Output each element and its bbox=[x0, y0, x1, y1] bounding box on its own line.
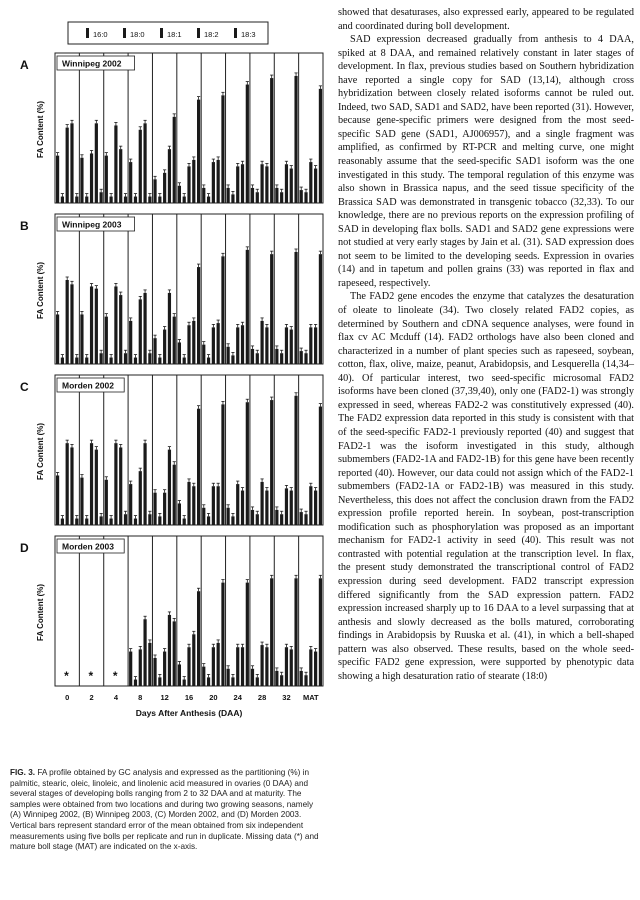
bar bbox=[314, 169, 317, 203]
bar bbox=[221, 256, 224, 364]
missing-data-mark: * bbox=[88, 669, 94, 683]
bar bbox=[221, 95, 224, 203]
bar bbox=[260, 482, 263, 525]
bar bbox=[314, 652, 317, 686]
bar bbox=[85, 197, 88, 203]
bar bbox=[56, 475, 59, 525]
bar bbox=[304, 353, 307, 364]
bar bbox=[241, 491, 244, 525]
bar bbox=[114, 125, 117, 203]
paragraph-sad-expression: SAD expression decreased gradually from anthesis to 4 DAA, spiked at 8 DAA, and remained relatively constant in later stages of development. In flax, previous studies based on Southern hybridization have reported a single copy for SAD (13,14), although cross hybridization between closely related isoforms cannot be ruled out. Indeed, two SAD, SAD1 and SAD2, have been reported (31). However, because gene-specific primers were designed from the most seed-specific SAD gene (SAD1, AJ006957), and a single fragment was amplified, as confirmed by RT-PCR and melting curve, one might reasonably assume that the seed-specific SAD1 isoform was the one investigated in this study. The temporal regulation of this enzyme was also shown in Brassica napus, and the seed tissue specificity of the Brassica SAD was demonstrated in transgenic tobacco (32,33). To our knowledge, there are no previous reports on the expression profiling of SAD in developing flax bolls. SAD1 and SAD2 gene expressions were not studied at very early stages by Jain et al. (31). SAD expression does not seem to be limited to the developing seeds. Expression in ovaries (14) and in tapetum and pollen grains (33) was reported in flax and rapeseed, respectively. bbox=[338, 34, 634, 289]
bar bbox=[129, 484, 132, 525]
bar bbox=[270, 78, 273, 203]
panel-d bbox=[20, 536, 323, 686]
legend-swatch-2 bbox=[160, 28, 163, 38]
bar bbox=[129, 162, 132, 203]
bar bbox=[95, 289, 98, 364]
bar bbox=[105, 156, 108, 203]
x-tick-label: 0 bbox=[65, 693, 70, 702]
bar bbox=[66, 443, 69, 525]
panel-label: Morden 2003 bbox=[62, 541, 114, 552]
fa-profile-chart bbox=[10, 8, 326, 766]
bar bbox=[158, 197, 161, 203]
x-tick-label: 24 bbox=[233, 693, 242, 702]
bar bbox=[124, 197, 127, 203]
legend-swatch-3 bbox=[197, 28, 200, 38]
bar bbox=[158, 677, 161, 686]
bar bbox=[148, 197, 151, 203]
bar bbox=[153, 493, 156, 525]
bar bbox=[290, 491, 293, 525]
bar bbox=[304, 514, 307, 525]
legend-swatch-0 bbox=[86, 28, 89, 38]
bar bbox=[148, 353, 151, 364]
bar bbox=[251, 188, 254, 203]
x-tick-label: 28 bbox=[257, 693, 267, 702]
bar bbox=[143, 293, 146, 364]
bar bbox=[265, 166, 268, 203]
bar bbox=[202, 345, 205, 364]
bar bbox=[148, 643, 151, 686]
bar bbox=[163, 493, 166, 525]
panel-letter: D bbox=[20, 541, 29, 555]
bar bbox=[134, 358, 137, 364]
bar bbox=[197, 409, 200, 525]
bar bbox=[294, 252, 297, 364]
bar bbox=[212, 647, 215, 686]
bar bbox=[300, 671, 303, 686]
bar bbox=[309, 486, 312, 525]
bar bbox=[134, 197, 137, 203]
bar bbox=[294, 396, 297, 525]
bar bbox=[61, 519, 64, 525]
bar bbox=[309, 649, 312, 686]
bar bbox=[285, 647, 288, 686]
bar bbox=[319, 254, 322, 364]
bar bbox=[197, 267, 200, 364]
bar bbox=[119, 295, 122, 364]
bar bbox=[178, 342, 181, 364]
bar bbox=[110, 358, 113, 364]
y-axis-label: FA Content (%) bbox=[36, 261, 45, 319]
bar bbox=[300, 190, 303, 203]
bar bbox=[75, 197, 78, 203]
bar bbox=[212, 486, 215, 525]
figure-caption bbox=[10, 768, 324, 853]
x-tick-label: MAT bbox=[302, 693, 319, 702]
bar bbox=[290, 169, 293, 203]
bar bbox=[300, 351, 303, 364]
bar bbox=[260, 645, 263, 686]
bar bbox=[241, 647, 244, 686]
bar bbox=[187, 482, 190, 525]
bar bbox=[309, 327, 312, 364]
panel-letter: C bbox=[20, 380, 29, 394]
bar bbox=[143, 123, 146, 203]
bar bbox=[153, 658, 156, 686]
bar bbox=[90, 443, 93, 525]
panel-c bbox=[20, 375, 323, 525]
bar bbox=[256, 353, 259, 364]
bar bbox=[300, 512, 303, 525]
panel-label: Winnipeg 2002 bbox=[62, 58, 122, 69]
bar bbox=[168, 615, 171, 686]
x-tick-label: 8 bbox=[138, 693, 143, 702]
bar bbox=[265, 327, 268, 364]
bar bbox=[168, 450, 171, 525]
bar bbox=[173, 117, 176, 203]
y-axis-label: FA Content (%) bbox=[36, 583, 45, 641]
bar bbox=[294, 76, 297, 203]
bar bbox=[153, 179, 156, 203]
bar bbox=[236, 484, 239, 525]
bar bbox=[270, 400, 273, 525]
bar bbox=[275, 349, 278, 364]
bar bbox=[70, 447, 73, 525]
bar bbox=[163, 330, 166, 364]
bar bbox=[260, 164, 263, 203]
bar bbox=[227, 347, 230, 364]
bar bbox=[280, 675, 283, 686]
bar bbox=[217, 323, 220, 364]
bar bbox=[158, 516, 161, 525]
bar bbox=[256, 677, 259, 686]
caption-text: FA profile obtained by GC analysis and expressed as the partitioning (%) in palmitic, stearic, oleic, linoleic, and linolenic acid measured in ovaries (0 DAA) and several stages of developing bolls ranging from 2 to 32 DAA and at maturity. The samples were obtained from two locations and during two growing seasons, namely (A) Winnipeg 2002, (B) Winnipeg 2003, (C) Morden 2002, and (D) Morden 2003. Vertical bars represent standard error of the mean obtained from six independent measurements using five bolls per replicate and run in duplicate. Missing data (*) and mature boll stage (MAT) are indicated on the x-axis. bbox=[10, 768, 319, 852]
bar bbox=[75, 358, 78, 364]
bar bbox=[100, 353, 103, 364]
bar bbox=[202, 188, 205, 203]
bar bbox=[129, 652, 132, 686]
bar bbox=[148, 514, 151, 525]
bar bbox=[66, 128, 69, 203]
bar bbox=[231, 194, 234, 203]
bar bbox=[275, 510, 278, 525]
bar bbox=[236, 647, 239, 686]
bar bbox=[119, 149, 122, 203]
y-axis-label: FA Content (%) bbox=[36, 100, 45, 158]
x-tick-label: 20 bbox=[209, 693, 218, 702]
bar bbox=[304, 192, 307, 203]
bar bbox=[290, 330, 293, 364]
x-tick-label: 32 bbox=[282, 693, 291, 702]
bar bbox=[183, 519, 186, 525]
bar bbox=[246, 250, 249, 364]
x-tick-label: 16 bbox=[184, 693, 194, 702]
bar bbox=[178, 503, 181, 525]
caption-lead: FIG. 3. bbox=[10, 768, 36, 777]
bar bbox=[192, 486, 195, 525]
bar bbox=[207, 677, 210, 686]
bar bbox=[212, 162, 215, 203]
bar bbox=[66, 280, 69, 364]
bar bbox=[173, 621, 176, 686]
panel-a bbox=[20, 53, 323, 203]
bar bbox=[290, 649, 293, 686]
bar bbox=[314, 491, 317, 525]
bar bbox=[319, 89, 322, 203]
bar bbox=[217, 160, 220, 203]
bar bbox=[197, 591, 200, 686]
bar bbox=[246, 85, 249, 203]
bar bbox=[95, 450, 98, 525]
bar bbox=[168, 149, 171, 203]
bar bbox=[207, 516, 210, 525]
bar bbox=[100, 192, 103, 203]
bar bbox=[202, 508, 205, 525]
bar bbox=[304, 675, 307, 686]
bar bbox=[114, 443, 117, 525]
missing-data-mark: * bbox=[112, 669, 118, 683]
bar bbox=[139, 649, 142, 686]
bar bbox=[285, 488, 288, 525]
bar bbox=[110, 519, 113, 525]
bar bbox=[309, 162, 312, 203]
y-axis-label: FA Content (%) bbox=[36, 422, 45, 480]
bar bbox=[187, 647, 190, 686]
bar bbox=[231, 516, 234, 525]
bar bbox=[197, 100, 200, 203]
bar bbox=[95, 123, 98, 203]
bar bbox=[139, 130, 142, 203]
bar bbox=[280, 192, 283, 203]
bar bbox=[236, 327, 239, 364]
bar bbox=[56, 156, 59, 203]
bar bbox=[183, 197, 186, 203]
bar bbox=[105, 480, 108, 525]
bar bbox=[105, 317, 108, 364]
bar bbox=[202, 667, 205, 686]
bar bbox=[80, 478, 83, 525]
bar bbox=[70, 284, 73, 364]
bar bbox=[192, 160, 195, 203]
bar bbox=[143, 619, 146, 686]
bar bbox=[212, 327, 215, 364]
panel-label: Winnipeg 2003 bbox=[62, 219, 122, 230]
bar bbox=[319, 578, 322, 686]
bar bbox=[256, 514, 259, 525]
bar bbox=[280, 514, 283, 525]
bar bbox=[139, 471, 142, 525]
bar bbox=[270, 254, 273, 364]
bar bbox=[207, 358, 210, 364]
body-text-column bbox=[338, 6, 634, 683]
bar bbox=[285, 327, 288, 364]
bar bbox=[265, 491, 268, 525]
bar bbox=[319, 407, 322, 525]
bar bbox=[187, 325, 190, 364]
bar bbox=[90, 286, 93, 364]
bar bbox=[143, 443, 146, 525]
legend-label-1: 18:0 bbox=[130, 30, 145, 39]
bar bbox=[61, 358, 64, 364]
bar bbox=[110, 197, 113, 203]
legend-label-3: 18:2 bbox=[204, 30, 219, 39]
bar bbox=[85, 519, 88, 525]
bar bbox=[294, 578, 297, 686]
bar bbox=[129, 321, 132, 364]
bar bbox=[231, 677, 234, 686]
bar bbox=[183, 358, 186, 364]
bar bbox=[153, 338, 156, 364]
bar bbox=[251, 349, 254, 364]
bar bbox=[241, 164, 244, 203]
figure-3 bbox=[10, 8, 326, 771]
bar bbox=[100, 516, 103, 525]
bar bbox=[173, 465, 176, 525]
bar bbox=[192, 321, 195, 364]
bar bbox=[260, 321, 263, 364]
legend-swatch-4 bbox=[234, 28, 237, 38]
bar bbox=[207, 197, 210, 203]
bar bbox=[275, 671, 278, 686]
bar bbox=[183, 680, 186, 686]
bar bbox=[221, 404, 224, 525]
bar bbox=[187, 166, 190, 203]
bar bbox=[139, 299, 142, 364]
bar bbox=[280, 353, 283, 364]
bar bbox=[265, 647, 268, 686]
bar bbox=[227, 669, 230, 686]
bar bbox=[285, 164, 288, 203]
legend-label-2: 18:1 bbox=[167, 30, 182, 39]
bar bbox=[70, 123, 73, 203]
bar bbox=[124, 514, 127, 525]
bar bbox=[246, 402, 249, 525]
panel-label: Morden 2002 bbox=[62, 380, 114, 391]
bar bbox=[90, 153, 93, 203]
bar bbox=[61, 197, 64, 203]
bar bbox=[192, 634, 195, 686]
bar bbox=[163, 652, 166, 686]
bar bbox=[75, 519, 78, 525]
bar bbox=[221, 583, 224, 686]
x-tick-label: 4 bbox=[113, 693, 118, 702]
bar bbox=[251, 669, 254, 686]
paragraph-fad2-expression: The FAD2 gene encodes the enzyme that catalyzes the desaturation of oleate to linoleate (34). Two closely related FAD2 copies, as determined by Southern and cDNA sequence analyses, were found in flax cv AC Mcduff (14). FAD2 orthologs have also been cloned and characterized in a number of plant species such as rapeseed, soybean, cotton, flax, olive, maize, peanut, Arabidopsis, and Lesquerella (14,34–40). Of particular interest, two seed-specific microsomal FAD2 isoforms have been cloned (37,39,40), only one (FAD2-1) was strongly expressed in seed, whereas FAD2-2 was constitutively expressed (40). The FAD2 expression data reported in this study is consistent with that of the seed-specific FAD2-1 previously reported (40) and suggest that FAD2-1 was the isoform investigated in this study, although submembers (FAD2-1A and FAD2-1B) for this gene have been recently reported (40). However, our data could not assign which of the FAD2-1 submembers (FAD2-1A or FAD2-1B) was measured in this study. Nevertheless, this does not affect the conclusion drawn from the FAD2 expression profile reported herein. In soybean, post-transcription modification such as phosphorylation was proposed as an important mechanism for FAD2-1 activity in seed (40). This result was not contrasted with potential regulation at the transcription level. In flax, the present study demonstrated the transcriptional control of FAD2 expression during seed development. FAD2 transcript expression differed significantly from the SAD expression pattern. FAD2 expression increased sharply up to 16 DAA to a level surpassing that at anthesis and slowly decreased as the bolls matured, corroborating findings in Arabidopsis by Ruuska et al. (41), in which a bell-shaped pattern was also observed. These results, based on the whole seed-specific FAD2 gene expression, were supported by phenotypic data showing a high desaturation ratio of stearate (18:0) bbox=[338, 291, 634, 682]
chart-legend bbox=[68, 22, 268, 44]
bar bbox=[178, 664, 181, 686]
x-tick-label: 2 bbox=[89, 693, 94, 702]
bar bbox=[314, 327, 317, 364]
bar bbox=[236, 166, 239, 203]
x-axis-label: Days After Anthesis (DAA) bbox=[135, 708, 243, 718]
bar bbox=[134, 519, 137, 525]
bar bbox=[158, 358, 161, 364]
bar bbox=[114, 286, 117, 364]
missing-data-mark: * bbox=[64, 669, 69, 683]
bar bbox=[251, 510, 254, 525]
bar bbox=[134, 680, 137, 686]
bar bbox=[173, 317, 176, 364]
panel-letter: B bbox=[20, 219, 29, 233]
panel-b bbox=[20, 214, 323, 364]
bar bbox=[85, 358, 88, 364]
bar bbox=[124, 353, 127, 364]
bar bbox=[80, 158, 83, 203]
bar bbox=[119, 447, 122, 525]
bar bbox=[227, 188, 230, 203]
legend-label-0: 16:0 bbox=[93, 30, 108, 39]
paragraph-continuation: showed that desaturases, also expressed early, appeared to be regulated and coordinated during boll development. bbox=[338, 7, 634, 32]
bar bbox=[178, 186, 181, 203]
bar bbox=[163, 173, 166, 203]
bar bbox=[270, 578, 273, 686]
bar bbox=[80, 314, 83, 364]
bar bbox=[217, 486, 220, 525]
legend-label-4: 18:3 bbox=[241, 30, 256, 39]
bar bbox=[246, 583, 249, 686]
bar bbox=[231, 355, 234, 364]
bar bbox=[217, 643, 220, 686]
bar bbox=[275, 188, 278, 203]
bar bbox=[256, 192, 259, 203]
bar bbox=[227, 508, 230, 525]
legend-swatch-1 bbox=[123, 28, 126, 38]
bar bbox=[241, 325, 244, 364]
bar bbox=[56, 314, 59, 364]
x-tick-label: 12 bbox=[160, 693, 169, 702]
panel-letter: A bbox=[20, 58, 29, 72]
bar bbox=[168, 293, 171, 364]
